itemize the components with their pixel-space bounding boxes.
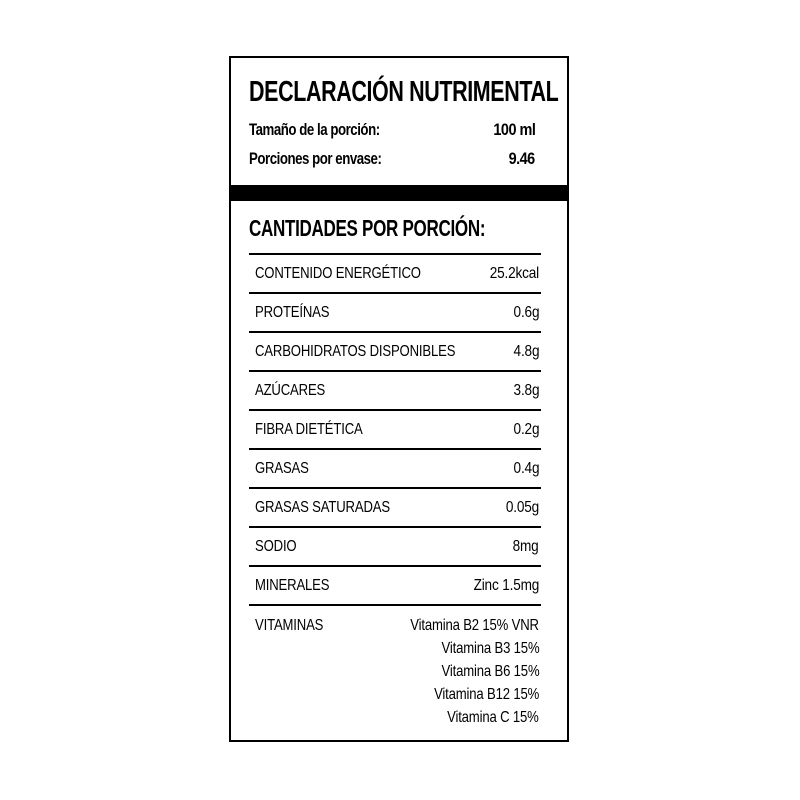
serving-size-row (249, 118, 535, 142)
nutrient-value: Zinc 1.5mg (473, 576, 539, 594)
servings-per-container-row (249, 147, 535, 171)
nutrient-label: MINERALES (255, 576, 330, 594)
amounts-per-serving-heading: CANTIDADES POR PORCIÓN: (249, 215, 486, 241)
servings-per-container-value: 9.46 (508, 149, 535, 168)
nutrient-row-protein (249, 292, 541, 331)
nutrient-value: 8mg (513, 537, 539, 555)
nutrient-value: 0.4g (513, 459, 539, 477)
nutrient-label: PROTEÍNAS (255, 303, 330, 321)
nutrient-label: AZÚCARES (255, 381, 326, 399)
vitamins-label: VITAMINAS (255, 617, 324, 634)
nutrient-label: CARBOHIDRATOS DISPONIBLES (255, 342, 456, 360)
nutrient-row-carbohydrates (249, 331, 541, 370)
nutrient-row-saturated-fats (249, 487, 541, 526)
nutrient-row-energy (249, 253, 541, 292)
vitamin-item: Vitamina B6 15% (441, 663, 539, 680)
nutrient-label: CONTENIDO ENERGÉTICO (255, 264, 421, 282)
nutrient-value: 0.6g (513, 303, 539, 321)
vitamin-item: Vitamina C 15% (447, 709, 539, 726)
nutrient-value: 0.05g (505, 498, 539, 516)
nutrient-value: 4.8g (513, 342, 539, 360)
nutrient-value: 25.2kcal (489, 264, 539, 282)
vitamin-item: Vitamina B2 15% VNR (410, 617, 539, 634)
nutrient-label: SODIO (255, 537, 297, 555)
section-divider-bar (231, 185, 567, 201)
nutrient-row-sugars (249, 370, 541, 409)
nutrient-label: FIBRA DIETÉTICA (255, 420, 363, 438)
serving-size-value: 100 ml (493, 120, 535, 139)
vitamins-list (382, 614, 539, 729)
nutrient-row-minerals (249, 565, 541, 604)
vitamin-item: Vitamina B3 15% (441, 640, 539, 657)
nutrient-table (249, 253, 541, 729)
nutrient-row-sodium (249, 526, 541, 565)
nutrient-row-fiber (249, 409, 541, 448)
nutrient-value: 3.8g (513, 381, 539, 399)
nutrient-row-vitamins (249, 604, 541, 729)
vitamin-item: Vitamina B12 15% (433, 686, 539, 703)
serving-size-label: Tamaño de la porción: (249, 120, 380, 139)
label-title: DECLARACIÓN NUTRIMENTAL (249, 76, 559, 108)
nutrition-label (229, 56, 569, 742)
nutrient-label: GRASAS SATURADAS (255, 498, 390, 516)
nutrient-row-fats (249, 448, 541, 487)
nutrient-label: GRASAS (255, 459, 309, 477)
servings-per-container-label: Porciones por envase: (249, 149, 382, 168)
nutrient-value: 0.2g (513, 420, 539, 438)
